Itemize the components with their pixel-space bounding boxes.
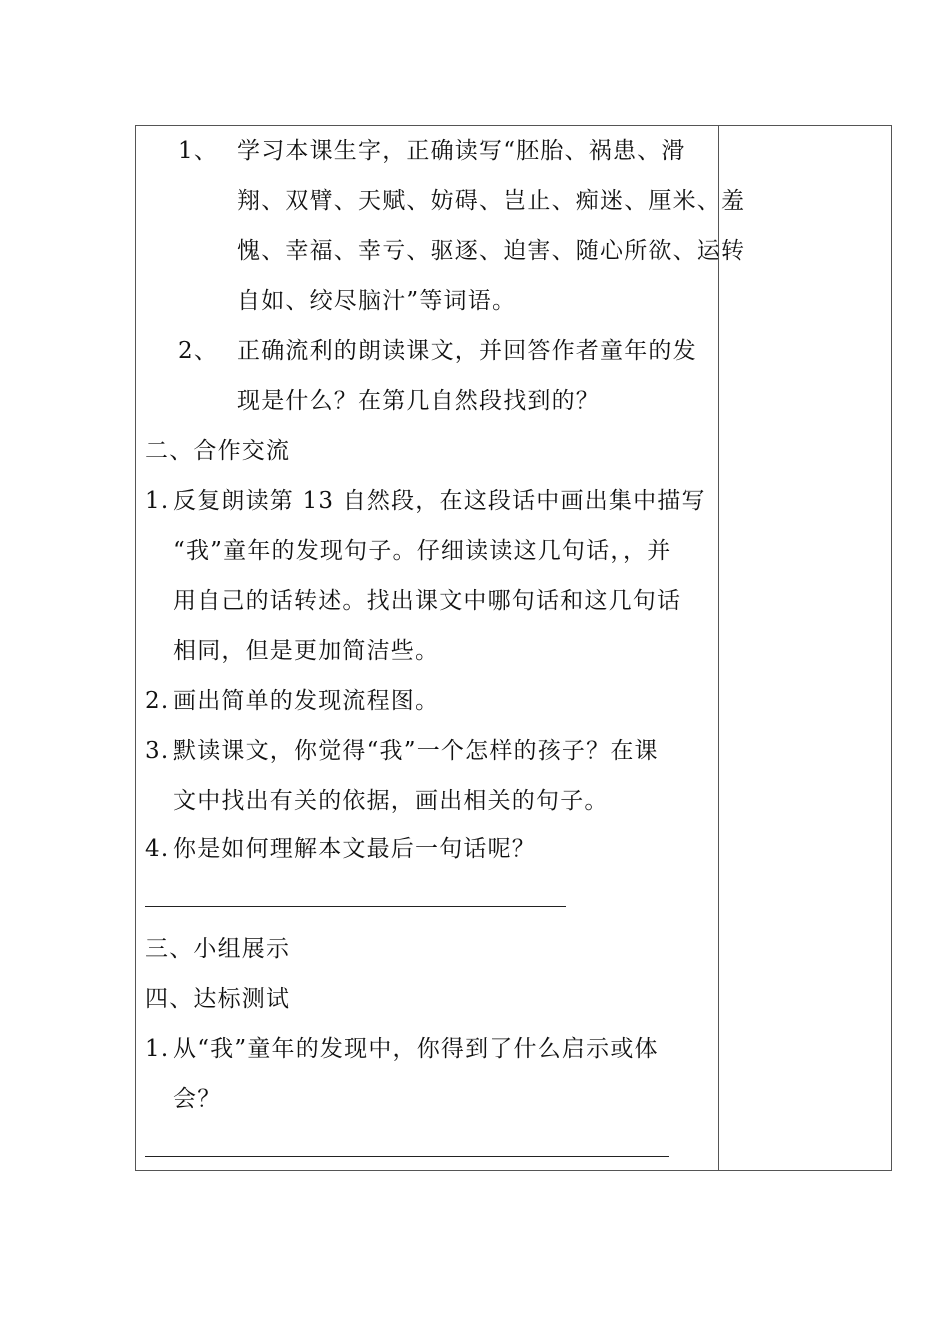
answer-blank-line-1 — [145, 906, 566, 907]
section-4-item-1-number: 1. — [145, 1036, 170, 1062]
objective-1-line-1: 学习本课生字，正确读写“胚胎、祸患、滑 — [237, 138, 686, 164]
section-2-heading: 二、合作交流 — [145, 438, 291, 464]
objective-2-line-1: 正确流利的朗读课文，并回答作者童年的发 — [237, 338, 697, 364]
section-2-item-1-line-1: 反复朗读第 13 自然段，在这段话中画出集中描写 — [173, 488, 706, 514]
lesson-table — [135, 125, 892, 1171]
notes-cell — [719, 126, 891, 1170]
objective-1-line-3: 愧、幸福、幸亏、驱逐、迫害、随心所欲、运转 — [237, 238, 746, 264]
section-4-heading: 四、达标测试 — [145, 986, 291, 1012]
section-2-item-3-line-2: 文中找出有关的依据，画出相关的句子。 — [173, 788, 609, 814]
objective-2-number: 2、 — [178, 338, 219, 364]
section-2-item-4-line-1: 你是如何理解本文最后一句话呢？ — [173, 836, 536, 862]
section-4-item-1-line-1: 从“我”童年的发现中，你得到了什么启示或体 — [173, 1036, 659, 1062]
section-2-item-1-line-3: 用自己的话转述。找出课文中哪句话和这几句话 — [173, 588, 682, 614]
section-2-item-2-number: 2. — [145, 688, 170, 714]
section-2-item-1-line-4: 相同，但是更加简洁些。 — [173, 638, 440, 664]
section-2-item-3-line-1: 默读课文，你觉得“我”一个怎样的孩子？在课 — [173, 738, 659, 764]
answer-blank-line-2 — [145, 1156, 669, 1157]
section-2-item-3-number: 3. — [145, 738, 170, 764]
objective-1-number: 1、 — [178, 138, 219, 164]
objective-2-line-2: 现是什么？在第几自然段找到的？ — [237, 388, 600, 414]
section-2-item-2-line-1: 画出简单的发现流程图。 — [173, 688, 440, 714]
section-2-item-1-number: 1. — [145, 488, 170, 514]
section-2-item-1-line-2: “我”童年的发现句子。仔细读读这几句话，，并 — [173, 538, 672, 564]
objective-1-line-2: 翔、双臂、天赋、妨碍、岂止、痴迷、厘米、羞 — [237, 188, 746, 214]
objective-1-line-4: 自如、绞尽脑汁”等词语。 — [237, 288, 517, 314]
section-2-item-4-number: 4. — [145, 836, 170, 862]
lesson-content-cell — [136, 126, 746, 1170]
section-3-heading: 三、小组展示 — [145, 936, 291, 962]
section-4-item-1-line-2: 会？ — [173, 1086, 222, 1112]
